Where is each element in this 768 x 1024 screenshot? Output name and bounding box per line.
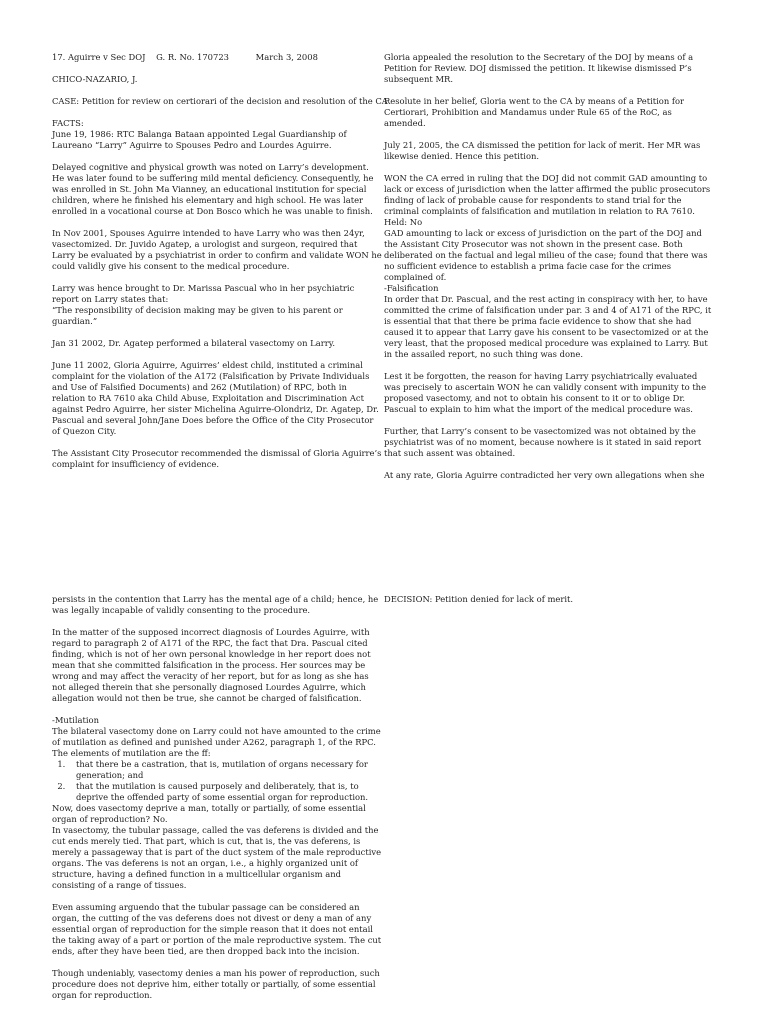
list-item: 2. that the mutilation is caused purposely and deliberately, that is, to deprive the offended party of some essential organ for reproduction. <box>68 781 382 803</box>
case-description-continued: Certiorari, Prohibition and Mandamus under Rule 65 of the RoC, as amended. <box>384 107 672 128</box>
left-column-bottom <box>52 594 382 1012</box>
list-item: 1. that there be a castration, that is, mutilation of organs necessary for generation; and <box>68 759 382 781</box>
issue-paragraph: WON the CA erred in ruling that the DOJ did not commit GAD amounting to lack or excess of jurisdiction when the latter affirmed the public prosecutors finding of lack of probable cause for respondents to stand trial for the criminal complaints of falsification and mutilation in relation to RA 7610. <box>384 173 711 216</box>
left-column-top <box>52 52 388 481</box>
facts-label: FACTS: <box>52 118 84 128</box>
gr-number: G. R. No. 170723 <box>156 52 229 62</box>
ruling-paragraph: In order that Dr. Pascual, and the rest acting in conspiracy with her, to have committed the crime of falsification under par. 3 and 4 of A171 of the RPC, it is essential that that there be prima facie evidence to show that she had caused it to appear that Larry gave his consent to be vasectomized or at the very least, that the proposed medical procedure was explained to Larry. But in the assailed report, no such thing was done. <box>384 294 712 359</box>
ruling-paragraph: Even assuming arguendo that the tubular passage can be considered an organ, the cutting of the vas deferens does not divest or deny a man of any essential organ of reproduction for the simple reason that it does not entail the taking away of a part or portion of the male reproductive system. The cut ends, after they have been tied, are then dropped back into the incision. <box>52 902 382 956</box>
case-header <box>52 52 382 63</box>
ruling-paragraph: Lest it be forgotten, the reason for having Larry psychiatrically evaluated was precisely to ascertain WON he can validly consent with impunity to the proposed vasectomy, and not to obtain his consent to it or to oblige Dr. Pascual to explain to him what the import of the medical procedure was. <box>384 371 707 414</box>
psychiatric-quote: “The responsibility of decision making may be given to his parent or guardian.” <box>52 305 343 326</box>
fact-paragraph: June 19, 1986: RTC Balanga Bataan appointed Legal Guardianship of Laureano “Larry” Aguirre to Spouses Pedro and Lourdes Aguirre. <box>52 129 347 150</box>
held-label: Held: No <box>384 217 423 227</box>
ruling-paragraph: GAD amounting to lack or excess of jurisdiction on the part of the DOJ and the Assistant City Prosecutor was not shown in the present case. Both deliberated on the factual and legal milieu of the case; found that there was no sufficient evidence to establish a prima facie case for the crimes complained of. <box>384 228 708 282</box>
ruling-paragraph: The bilateral vasectomy done on Larry could not have amounted to the crime of mutilation as defined and punished under A262, paragraph 1, of the RPC. <box>52 726 381 747</box>
decision-line: DECISION: Petition denied for lack of merit. <box>384 594 574 604</box>
fact-paragraph: Jan 31 2002, Dr. Agatep performed a bilateral vasectomy on Larry. <box>52 338 335 348</box>
ruling-paragraph: Though undeniably, vasectomy denies a man his power of reproduction, such procedure does not deprive him, either totally or partially, of some essential organ for reproduction. <box>52 968 380 1000</box>
right-column-top <box>384 52 714 492</box>
fact-paragraph: Larry was hence brought to Dr. Marissa Pascual who in her psychiatric report on Larry states that: <box>52 283 355 304</box>
fact-paragraph: Delayed cognitive and physical growth was noted on Larry’s development. He was later found to be suffering mild mental deficiency. Consequently, he was enrolled in St. John Ma Vianney, an educational institution for special children, where he finished his elementary and high school. He was later enrolled in a vocational course at Don Bosco which he was unable to finish. <box>52 162 374 216</box>
fact-paragraph: July 21, 2005, the CA dismissed the petition for lack of merit. Her MR was likewise denied. Hence this petition. <box>384 140 701 161</box>
case-description: CASE: Petition for review on certiorari of the decision and resolution of the CA <box>52 96 388 106</box>
fact-paragraph: June 11 2002, Gloria Aguirre, Aguirres’ eldest child, instituted a criminal complaint for the violation of the A172 (Falsification by Private Individuals and Use of Falsified Documents) and 262 (Mutilation) of RPC, both in relation to RA 7610 aka Child Abuse, Exploitation and Discrimination Act against Pedro Aguirre, her sister Michelina Aguirre-Olondriz, Dr. Agatep, Dr. Pascual and several John/Jane Does before the Office of the City Prosecutor of Quezon City. <box>52 360 379 436</box>
decision-date: March 3, 2008 <box>255 52 318 62</box>
right-column-bottom <box>384 594 714 616</box>
ruling-paragraph: persists in the contention that Larry has the mental age of a child; hence, he was legally incapable of validly consenting to the procedure. <box>52 594 379 615</box>
fact-paragraph: The Assistant City Prosecutor recommended the dismissal of Gloria Aguirre’s complaint for insufficiency of evidence. <box>52 448 382 469</box>
falsification-heading: -Falsification <box>384 283 439 293</box>
fact-paragraph: Gloria appealed the resolution to the Secretary of the DOJ by means of a Petition for Review. DOJ dismissed the petition. It likewise dismissed P’s subsequent MR. <box>384 52 694 84</box>
ruling-paragraph: At any rate, Gloria Aguirre contradicted her very own allegations when she <box>384 470 705 480</box>
ruling-paragraph: Further, that Larry’s consent to be vasectomized was not obtained by the psychiatrist was of no moment, because nowhere is it stated in said report that such assent was obtained. <box>384 426 702 458</box>
ruling-paragraph: In the matter of the supposed incorrect diagnosis of Lourdes Aguirre, with regard to paragraph 2 of A171 of the RPC, the fact that Dra. Pascual cited finding, which is not of her own personal knowledge in her report does not mean that she committed falsification in the process. Her sources may be wrong and may affect the veracity of her report, but for as long as she has not alleged therein that she personally diagnosed Lourdes Aguirre, which allegation would not then be true, she cannot be charged of falsification. <box>52 627 371 703</box>
fact-paragraph: In Nov 2001, Spouses Aguirre intended to have Larry who was then 24yr, vasectomized. Dr. Juvido Agatep, a urologist and surgeon, required that Larry be evaluated by a psychiatrist in order to confirm and validate WON he could validly give his consent to the medical procedure. <box>52 228 382 271</box>
ruling-paragraph: Now, does vasectomy deprive a man, totally or partially, of some essential organ of reproduction? No. <box>52 803 366 824</box>
elements-list <box>52 759 382 803</box>
ruling-paragraph: In vasectomy, the tubular passage, called the vas deferens is divided and the cut ends merely tied. That part, which is cut, that is, the vas deferens, is merely a passageway that is part of the duct system of the male reproductive organs. The vas deferens is not an organ, i.e., a highly organized unit of structure, having a defined function in a multicellular organism and consisting of a range of tissues. <box>52 825 382 890</box>
ponente: CHICO-NAZARIO, J. <box>52 74 138 84</box>
elements-intro: The elements of mutilation are the ff: <box>52 748 211 758</box>
fact-paragraph: Resolute in her belief, Gloria went to the CA by means of a Petition for <box>384 96 685 106</box>
mutilation-heading: -Mutilation <box>52 715 99 725</box>
case-number: 17. Aguirre v Sec DOJ <box>52 52 146 62</box>
